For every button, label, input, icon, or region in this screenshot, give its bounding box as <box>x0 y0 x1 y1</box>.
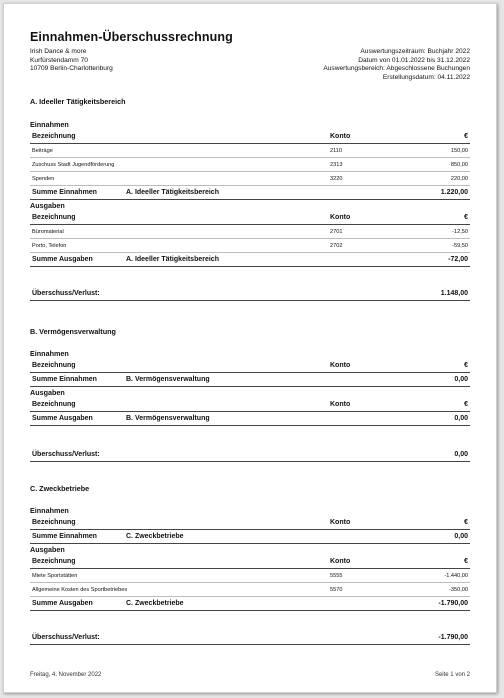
sum-value: -72,00 <box>448 256 468 263</box>
row-konto: 2313 <box>330 162 343 168</box>
row-name: Allgemeine Kosten des Sportbetriebes <box>32 587 128 593</box>
report-meta <box>323 48 470 82</box>
meta-line: Auswertungsbereich: Abgeschlossene Buchungen <box>323 65 470 73</box>
sum-area: B. Vermögensverwaltung <box>126 376 210 383</box>
row-amount: -59,50 <box>452 243 468 249</box>
table-row <box>30 239 470 253</box>
sum-label: Summe Einnahmen <box>32 533 97 540</box>
column-header <box>30 516 470 530</box>
row-amount: 150,00 <box>450 148 468 154</box>
column-header-name: Bezeichnung <box>32 401 76 408</box>
sum-label: Summe Ausgaben <box>32 256 93 263</box>
row-amount: -1.440,00 <box>444 573 468 579</box>
result-value: 0,00 <box>454 451 468 458</box>
table-row <box>30 583 470 597</box>
organization-address <box>30 48 113 74</box>
result-value: -1.790,00 <box>438 634 468 641</box>
row-konto: 2702 <box>330 243 343 249</box>
report-title: Einnahmen-Überschussrechnung <box>30 30 233 44</box>
section-title: B. Vermögensverwaltung <box>30 327 116 336</box>
column-header <box>30 211 470 225</box>
row-konto: 5555 <box>330 573 343 579</box>
meta-line: Auswertungszeitraum: Buchjahr 2022 <box>360 48 470 55</box>
group-title: Einnahmen <box>30 120 69 129</box>
sum-area: A. Ideeller Tätigkeitsbereich <box>126 256 219 263</box>
sum-row <box>30 530 470 544</box>
result-row <box>30 448 470 462</box>
column-header <box>30 398 470 412</box>
row-name: Büromaterial <box>32 229 64 235</box>
report-section <box>30 327 470 462</box>
section-title: A. Ideeller Tätigkeitsbereich <box>30 97 126 106</box>
row-amount: 850,00 <box>450 162 468 168</box>
sum-row <box>30 186 470 200</box>
table-row <box>30 569 470 583</box>
address-line: Kurfürstendamm 70 <box>30 56 88 64</box>
section-title: C. Zweckbetriebe <box>30 484 90 493</box>
result-label: Überschuss/Verlust: <box>32 451 100 458</box>
footer-page-number: Seite 1 von 2 <box>434 672 470 678</box>
row-konto: 3220 <box>330 176 343 182</box>
column-header <box>30 359 470 373</box>
result-row <box>30 631 470 645</box>
sum-area: C. Zweckbetriebe <box>126 533 184 540</box>
sum-label: Summe Ausgaben <box>32 415 93 422</box>
column-header-name: Bezeichnung <box>32 558 76 565</box>
group-title: Einnahmen <box>30 349 69 358</box>
row-amount: -12,50 <box>452 229 468 235</box>
row-name: Miete Sportstätten <box>32 573 78 579</box>
sum-row <box>30 412 470 426</box>
sum-label: Summe Einnahmen <box>32 376 97 383</box>
table-row <box>30 172 470 186</box>
sum-row <box>30 373 470 387</box>
table-row <box>30 225 470 239</box>
sum-value: 0,00 <box>454 376 468 383</box>
sum-label: Summe Einnahmen <box>32 189 97 196</box>
result-value: 1.148,00 <box>440 290 468 297</box>
sum-value: 0,00 <box>454 533 468 540</box>
column-header-konto: Konto <box>330 214 351 221</box>
group-title: Ausgaben <box>30 545 65 554</box>
report-section <box>30 97 470 301</box>
column-header-name: Bezeichnung <box>32 133 76 140</box>
group-title: Ausgaben <box>30 201 65 210</box>
column-header-konto: Konto <box>330 362 351 369</box>
row-name: Zuschuss Stadt Jugendförderung <box>32 162 115 168</box>
column-header-name: Bezeichnung <box>32 362 76 369</box>
column-header-amount: € <box>464 558 468 565</box>
column-header-name: Bezeichnung <box>32 519 76 526</box>
column-header-konto: Konto <box>330 558 351 565</box>
address-line: 10709 Berlin-Charlottenburg <box>30 65 113 73</box>
column-header-name: Bezeichnung <box>32 214 76 221</box>
report-page <box>3 3 497 693</box>
meta-line: Erstellungsdatum: 04.11.2022 <box>382 73 470 81</box>
sum-label: Summe Ausgaben <box>32 600 93 607</box>
row-name: Spenden <box>32 176 55 182</box>
report-header <box>30 30 470 92</box>
sum-row <box>30 597 470 611</box>
column-header-konto: Konto <box>330 133 351 140</box>
column-header-amount: € <box>464 401 468 408</box>
column-header <box>30 555 470 569</box>
report-body <box>30 30 470 645</box>
group-title: Ausgaben <box>30 388 65 397</box>
group-title: Einnahmen <box>30 506 69 515</box>
meta-line: Datum von 01.01.2022 bis 31.12.2022 <box>358 56 470 64</box>
row-amount: -350,00 <box>449 587 468 593</box>
footer-date: Freitag, 4. November 2022 <box>30 672 102 678</box>
sum-area: C. Zweckbetriebe <box>126 600 184 607</box>
table-row <box>30 144 470 158</box>
sum-value: 1.220,00 <box>440 189 468 196</box>
column-header-konto: Konto <box>330 519 351 526</box>
column-header-konto: Konto <box>330 401 351 408</box>
column-header-amount: € <box>464 133 468 140</box>
table-row <box>30 158 470 172</box>
report-sections <box>30 97 470 645</box>
row-amount: 220,00 <box>450 176 468 182</box>
row-konto: 2110 <box>330 148 343 154</box>
row-konto: 2701 <box>330 229 343 235</box>
sum-value: 0,00 <box>454 415 468 422</box>
row-konto: 5570 <box>330 587 343 593</box>
row-name: Beiträge <box>32 148 53 154</box>
result-row <box>30 287 470 301</box>
column-header-amount: € <box>464 214 468 221</box>
column-header <box>30 130 470 144</box>
address-line: Irish Dance & more <box>30 48 87 55</box>
sum-area: B. Vermögensverwaltung <box>126 415 210 422</box>
sum-row <box>30 253 470 267</box>
column-header-amount: € <box>464 362 468 369</box>
row-name: Porto, Telefon <box>32 243 67 249</box>
sum-area: A. Ideeller Tätigkeitsbereich <box>126 189 219 196</box>
result-label: Überschuss/Verlust: <box>32 634 100 641</box>
column-header-amount: € <box>464 519 468 526</box>
result-label: Überschuss/Verlust: <box>32 290 100 297</box>
report-section <box>30 484 470 645</box>
sum-value: -1.790,00 <box>438 600 468 607</box>
